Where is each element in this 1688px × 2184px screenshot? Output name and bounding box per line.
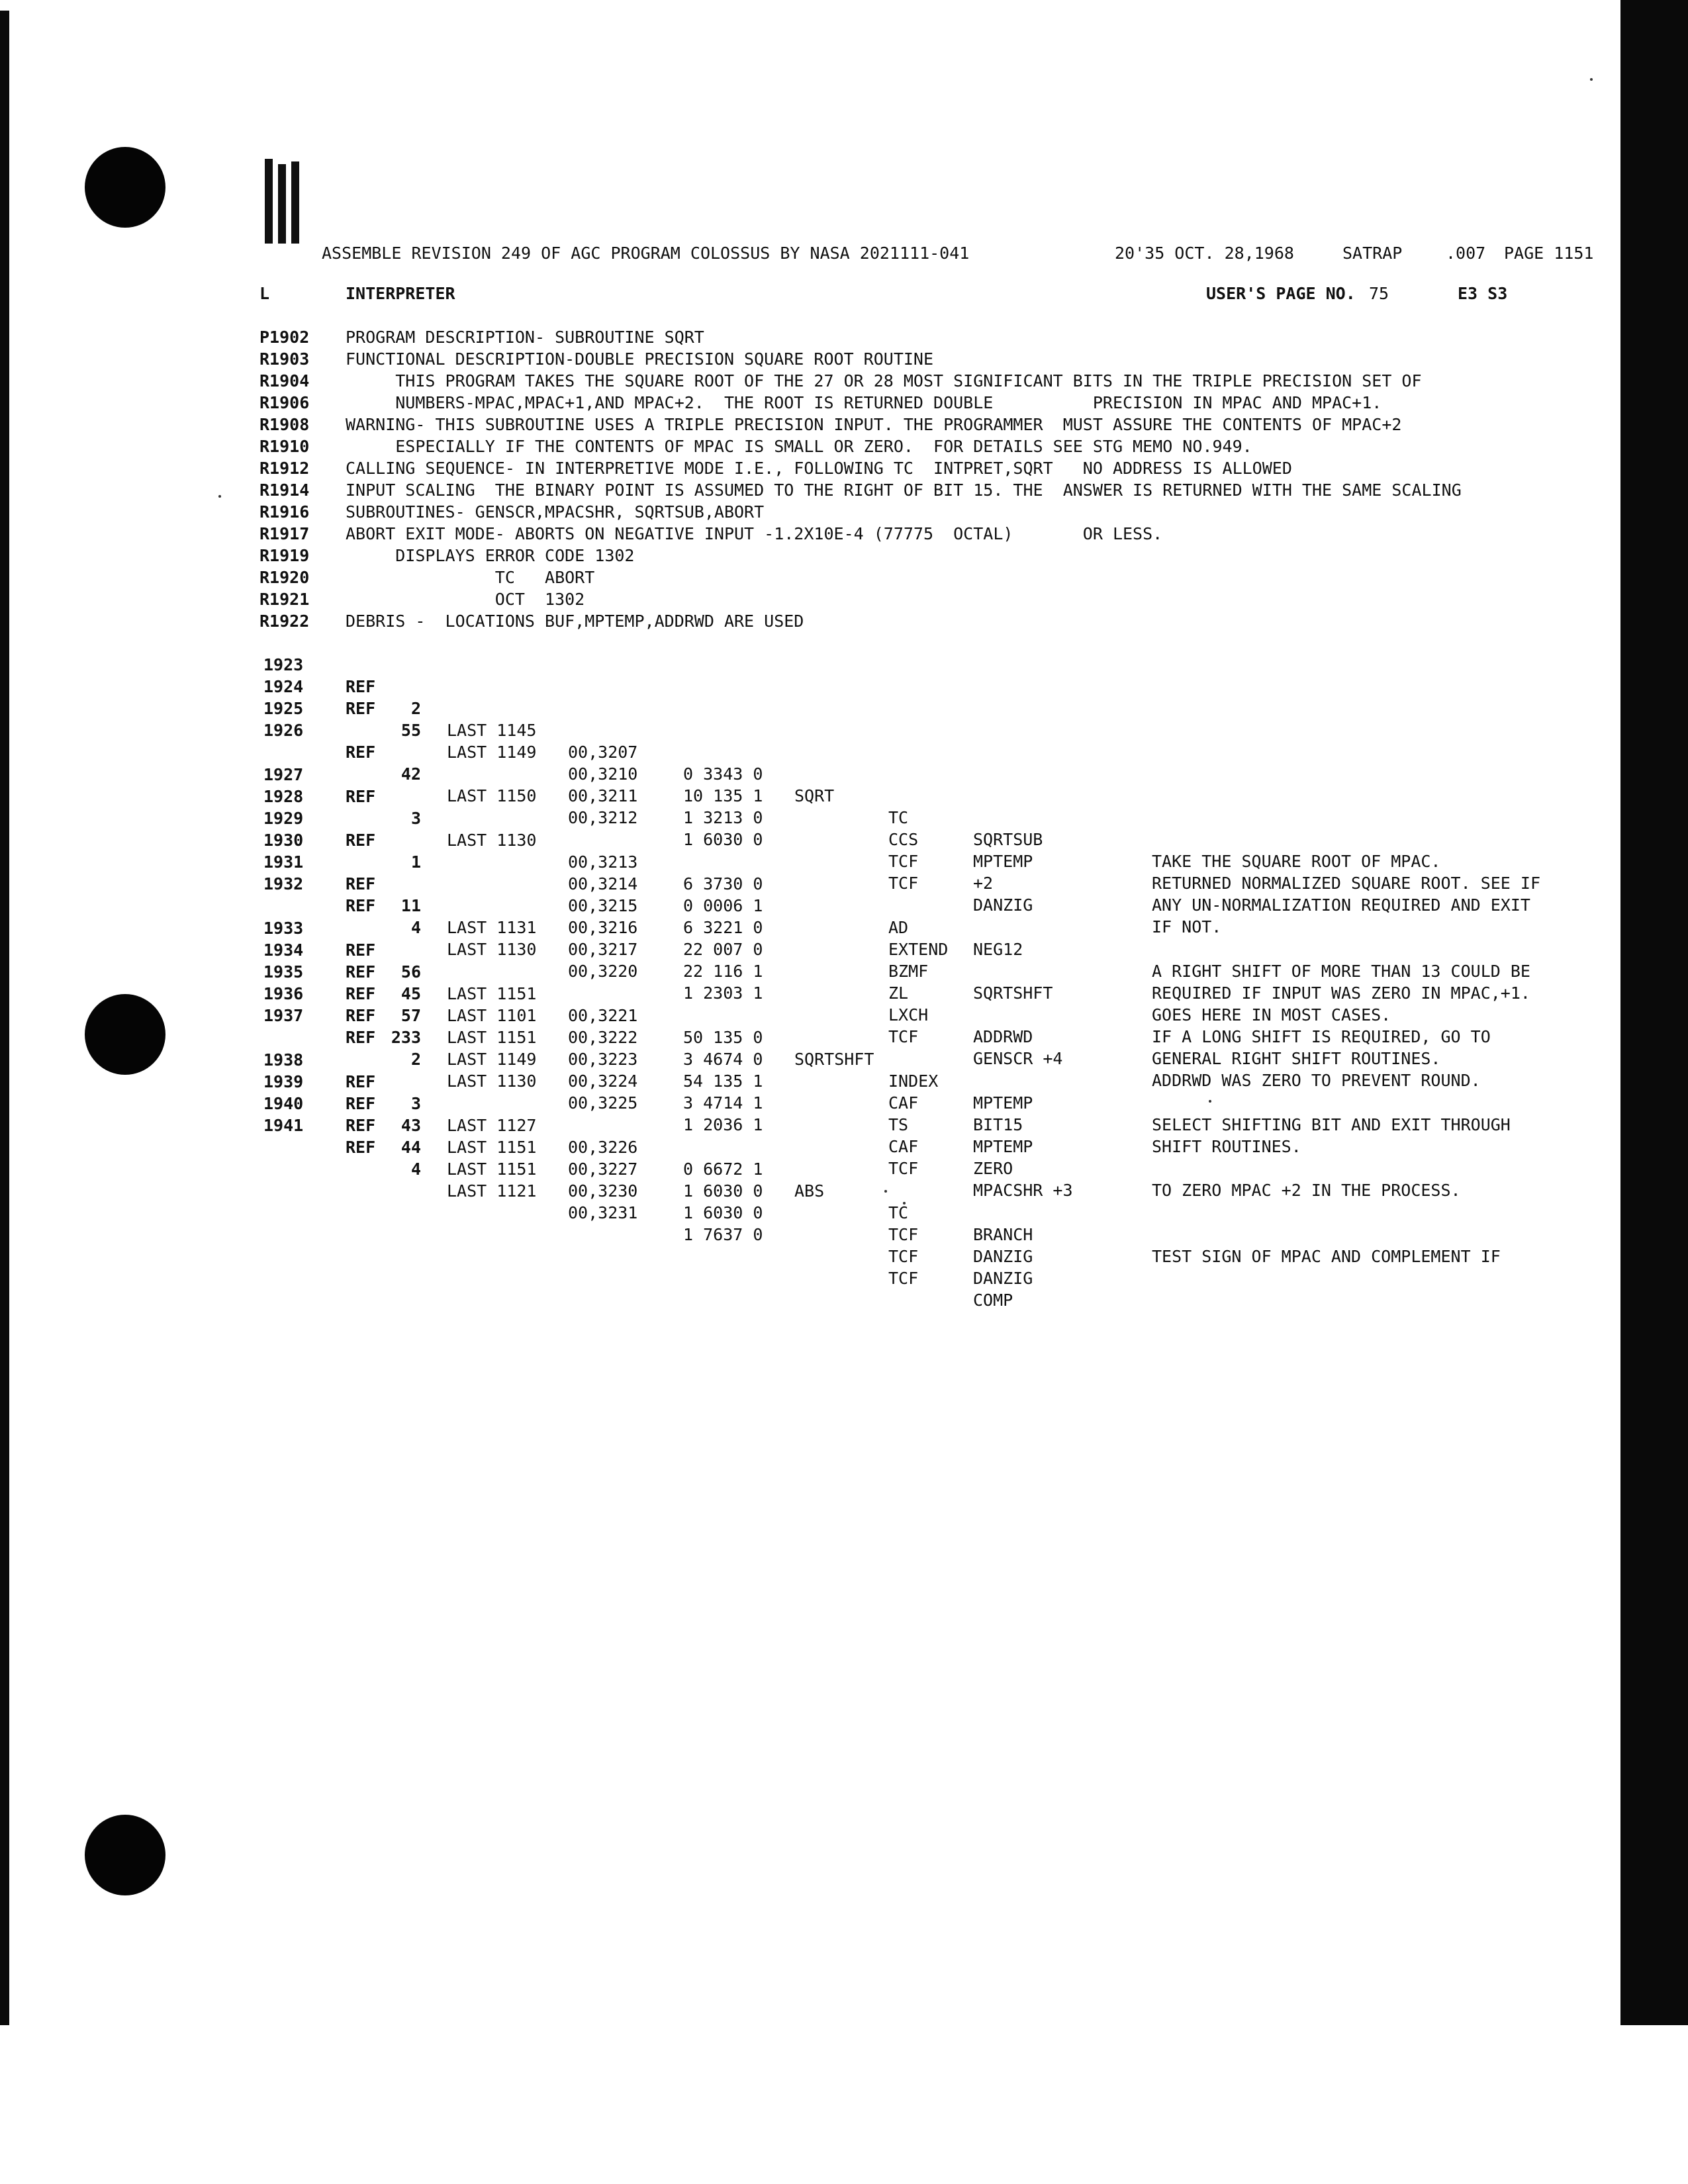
address: 00,3216 bbox=[568, 918, 638, 937]
octal-word: 6 3730 0 bbox=[683, 874, 763, 893]
octal-word: 0 6672 1 bbox=[683, 1160, 763, 1179]
last-ref: LAST 1130 bbox=[447, 1071, 537, 1091]
punch-hole-middle bbox=[85, 994, 165, 1075]
opcode: EXTEND bbox=[888, 940, 949, 959]
remark-text: DEBRIS - LOCATIONS BUF,MPTEMP,ADDRWD ARE USED bbox=[346, 612, 804, 631]
operand: MPTEMP bbox=[973, 852, 1033, 871]
remark-line bbox=[259, 610, 1610, 632]
comment: REQUIRED IF INPUT WAS ZERO IN MPAC,+1. bbox=[1152, 983, 1530, 1003]
assembly-timestamp: 20'35 OCT. 28,1968 bbox=[1115, 244, 1294, 263]
scan-speck bbox=[218, 495, 221, 498]
remark-seq: R1917 bbox=[259, 524, 310, 543]
opcode: TCF bbox=[888, 1225, 919, 1244]
comment: TEST SIGN OF MPAC AND COMPLEMENT IF bbox=[1152, 1247, 1501, 1266]
last-ref: LAST 1127 bbox=[447, 1116, 537, 1135]
ref-marker: REF bbox=[346, 743, 376, 762]
operand: ADDRWD bbox=[973, 1027, 1033, 1046]
octal-word: 22 007 0 bbox=[683, 940, 763, 959]
line-seq: 1932 bbox=[263, 874, 304, 893]
address: 00,3215 bbox=[568, 896, 638, 915]
address: 00,3217 bbox=[568, 940, 638, 959]
ref-count: 11 bbox=[400, 896, 421, 915]
symbol-label: ABS bbox=[794, 1181, 825, 1201]
remark-seq: R1912 bbox=[259, 459, 310, 478]
scan-speck bbox=[1590, 78, 1593, 81]
remark-line bbox=[259, 326, 1610, 348]
last-ref: LAST 1121 bbox=[447, 1181, 537, 1201]
operand: MPACSHR +3 bbox=[973, 1181, 1073, 1200]
comment: ANY UN-NORMALIZATION REQUIRED AND EXIT bbox=[1152, 895, 1530, 915]
octal-word: 1 6030 0 bbox=[683, 830, 763, 849]
opcode: TS bbox=[888, 1115, 909, 1134]
remark-text: CALLING SEQUENCE- IN INTERPRETIVE MODE I.E., FOLLOWING TC INTPRET,SQRT NO ADDRESS IS ALLOWED bbox=[346, 459, 1292, 478]
remark-text: OCT 1302 bbox=[346, 590, 585, 609]
remark-line bbox=[259, 348, 1610, 370]
listing-page bbox=[259, 242, 1610, 1356]
ref-marker: REF bbox=[346, 1006, 376, 1025]
remark-seq: R1908 bbox=[259, 415, 310, 434]
assembly-header bbox=[259, 242, 1610, 269]
ref-marker: REF bbox=[346, 1094, 376, 1113]
opcode: TCF bbox=[888, 1027, 919, 1046]
remark-line bbox=[259, 567, 1610, 588]
registration-mark bbox=[265, 159, 273, 244]
remark-text: WARNING- THIS SUBROUTINE USES A TRIPLE PRECISION INPUT. THE PROGRAMMER MUST ASSURE THE CONTENTS OF MPAC+2 bbox=[346, 415, 1402, 434]
assembly-title: ASSEMBLE REVISION 249 OF AGC PROGRAM COLOSSUS BY NASA 2021111-041 bbox=[322, 244, 970, 263]
line-seq: 1923 bbox=[263, 655, 304, 674]
last-ref: LAST 1149 bbox=[447, 1050, 537, 1069]
ref-marker: REF bbox=[346, 1138, 376, 1157]
octal-word: 10 135 1 bbox=[683, 786, 763, 805]
remark-line bbox=[259, 392, 1610, 414]
ref-count: 56 bbox=[400, 962, 421, 981]
operand: COMP bbox=[973, 1291, 1013, 1310]
remark-seq: R1910 bbox=[259, 437, 310, 456]
opcode: LXCH bbox=[888, 1005, 929, 1024]
ref-count: 3 bbox=[410, 809, 421, 828]
ref-marker: REF bbox=[346, 787, 376, 806]
last-ref: LAST 1151 bbox=[447, 1160, 537, 1179]
registration-mark bbox=[291, 161, 299, 244]
remark-line bbox=[259, 435, 1610, 457]
remark-text: TC ABORT bbox=[346, 568, 595, 587]
octal-word: 1 2036 1 bbox=[683, 1115, 763, 1134]
comment: A RIGHT SHIFT OF MORE THAN 13 COULD BE bbox=[1152, 962, 1530, 981]
comment: IF NOT. bbox=[1152, 917, 1222, 936]
ref-marker: REF bbox=[346, 1028, 376, 1047]
line-seq: 1936 bbox=[263, 984, 304, 1003]
comment: SELECT SHIFTING BIT AND EXIT THROUGH bbox=[1152, 1115, 1511, 1134]
comment: RETURNED NORMALIZED SQUARE ROOT. SEE IF bbox=[1152, 874, 1540, 893]
address: 00,3212 bbox=[568, 808, 638, 827]
line-seq: 1938 bbox=[263, 1050, 304, 1069]
operand: MPTEMP bbox=[973, 1137, 1033, 1156]
ref-count: 57 bbox=[400, 1006, 421, 1025]
operand: DANZIG bbox=[973, 1269, 1033, 1288]
remark-text: FUNCTIONAL DESCRIPTION-DOUBLE PRECISION SQUARE ROOT ROUTINE bbox=[346, 349, 934, 369]
octal-word: 22 116 1 bbox=[683, 962, 763, 981]
operand: GENSCR +4 bbox=[973, 1049, 1063, 1068]
remark-seq: R1919 bbox=[259, 546, 310, 565]
comment: SHIFT ROUTINES. bbox=[1152, 1137, 1301, 1156]
ref-marker: REF bbox=[346, 896, 376, 915]
ref-marker: REF bbox=[346, 1072, 376, 1091]
remark-seq: R1922 bbox=[259, 612, 310, 631]
opcode: TCF bbox=[888, 1247, 919, 1266]
comment: ADDRWD WAS ZERO TO PREVENT ROUND. bbox=[1152, 1071, 1481, 1090]
remark-line bbox=[259, 588, 1610, 610]
address: 00,3210 bbox=[568, 764, 638, 784]
operand: +2 bbox=[973, 874, 994, 893]
line-seq: 1926 bbox=[263, 721, 304, 740]
last-ref: LAST 1130 bbox=[447, 940, 537, 959]
opcode: AD bbox=[888, 918, 909, 937]
remark-line bbox=[259, 523, 1610, 545]
last-ref: LAST 1145 bbox=[447, 721, 537, 740]
address: 00,3213 bbox=[568, 852, 638, 872]
ref-marker: REF bbox=[346, 1116, 376, 1135]
operand: DANZIG bbox=[973, 1247, 1033, 1266]
scan-border-right bbox=[1620, 0, 1688, 2025]
address: 00,3220 bbox=[568, 962, 638, 981]
operand: DANZIG bbox=[973, 895, 1033, 915]
remark-text: SUBROUTINES- GENSCR,MPACSHR, SQRTSUB,ABORT bbox=[346, 502, 765, 522]
octal-word: 1 7637 0 bbox=[683, 1225, 763, 1244]
remark-line bbox=[259, 414, 1610, 435]
ref-count: 55 bbox=[400, 721, 421, 740]
opcode: CAF bbox=[888, 1093, 919, 1113]
octal-word: 6 3221 0 bbox=[683, 918, 763, 937]
remark-seq: R1921 bbox=[259, 590, 310, 609]
octal-word: 54 135 1 bbox=[683, 1071, 763, 1091]
operand: BIT15 bbox=[973, 1115, 1023, 1134]
opcode: INDEX bbox=[888, 1071, 939, 1091]
remark-seq: R1914 bbox=[259, 480, 310, 500]
last-ref: LAST 1151 bbox=[447, 984, 537, 1003]
octal-word: 3 4714 1 bbox=[683, 1093, 763, 1113]
last-ref: LAST 1150 bbox=[447, 786, 537, 805]
last-ref: LAST 1101 bbox=[447, 1006, 537, 1025]
address: 00,3230 bbox=[568, 1181, 638, 1201]
remark-text: DISPLAYS ERROR CODE 1302 bbox=[346, 546, 635, 565]
registration-mark bbox=[278, 164, 286, 244]
section-codes: E3 S3 bbox=[1458, 284, 1508, 303]
octal-word: 1 6030 0 bbox=[683, 1181, 763, 1201]
ref-marker: REF bbox=[346, 940, 376, 960]
address: 00,3231 bbox=[568, 1203, 638, 1222]
opcode: TCF bbox=[888, 1269, 919, 1288]
address: 00,3207 bbox=[568, 743, 638, 762]
ref-marker: REF bbox=[346, 831, 376, 850]
line-seq: 1930 bbox=[263, 831, 304, 850]
page-number: PAGE 1151 bbox=[1504, 244, 1594, 263]
user-page-label: USER'S PAGE NO. bbox=[1206, 284, 1356, 303]
ref-marker: REF bbox=[346, 874, 376, 893]
octal-word: 0 0006 1 bbox=[683, 896, 763, 915]
operand: MPTEMP bbox=[973, 1093, 1033, 1113]
line-seq: 1934 bbox=[263, 940, 304, 960]
section-header bbox=[259, 283, 1610, 309]
ref-marker: REF bbox=[346, 984, 376, 1003]
remark-line bbox=[259, 545, 1610, 567]
last-ref: LAST 1131 bbox=[447, 918, 537, 937]
line-seq: 1939 bbox=[263, 1072, 304, 1091]
remark-text: ABORT EXIT MODE- ABORTS ON NEGATIVE INPUT -1.2X10E-4 (77775 OCTAL) OR LESS. bbox=[346, 524, 1163, 543]
operand: NEG12 bbox=[973, 940, 1023, 959]
remark-text: THIS PROGRAM TAKES THE SQUARE ROOT OF THE 27 OR 28 MOST SIGNIFICANT BITS IN THE TRIPLE PRECISION SET OF bbox=[346, 371, 1422, 390]
assembly-user: SATRAP bbox=[1342, 244, 1403, 263]
remark-text: PROGRAM DESCRIPTION- SUBROUTINE SQRT bbox=[346, 328, 704, 347]
opcode: TCF bbox=[888, 874, 919, 893]
section-prefix: L bbox=[259, 284, 270, 303]
remark-seq: R1920 bbox=[259, 568, 310, 587]
address: 00,3211 bbox=[568, 786, 638, 805]
address: 00,3223 bbox=[568, 1050, 638, 1069]
ref-count: 3 bbox=[410, 1094, 421, 1113]
remark-seq: R1906 bbox=[259, 393, 310, 412]
ref-count: 233 bbox=[391, 1028, 421, 1047]
line-seq: 1935 bbox=[263, 962, 304, 981]
opcode: TCF bbox=[888, 1159, 919, 1178]
ref-count: 4 bbox=[410, 918, 421, 937]
address: 00,3214 bbox=[568, 874, 638, 893]
last-ref: LAST 1151 bbox=[447, 1028, 537, 1047]
octal-word: 1 2303 1 bbox=[683, 983, 763, 1003]
opcode: TC bbox=[888, 808, 909, 827]
remark-line bbox=[259, 457, 1610, 479]
ref-marker: REF bbox=[346, 677, 376, 696]
octal-word: 1 3213 0 bbox=[683, 808, 763, 827]
ref-count: 44 bbox=[400, 1138, 421, 1157]
assembly-version: .007 bbox=[1446, 244, 1486, 263]
line-seq: 1927 bbox=[263, 765, 304, 784]
ref-count: 4 bbox=[410, 1160, 421, 1179]
octal-word: 0 3343 0 bbox=[683, 764, 763, 784]
ref-count: 45 bbox=[400, 984, 421, 1003]
address: 00,3226 bbox=[568, 1138, 638, 1157]
remark-text: NUMBERS-MPAC,MPAC+1,AND MPAC+2. THE ROOT IS RETURNED DOUBLE PRECISION IN MPAC AND MPAC+1. bbox=[346, 393, 1382, 412]
octal-word: 3 4674 0 bbox=[683, 1050, 763, 1069]
remark-line bbox=[259, 370, 1610, 392]
remark-seq: R1903 bbox=[259, 349, 310, 369]
opcode: ZL bbox=[888, 983, 909, 1003]
operand: ZERO bbox=[973, 1159, 1013, 1178]
comment: IF A LONG SHIFT IS REQUIRED, GO TO bbox=[1152, 1027, 1491, 1046]
remark-seq: R1904 bbox=[259, 371, 310, 390]
opcode: BZMF bbox=[888, 962, 929, 981]
ref-count: 1 bbox=[410, 852, 421, 872]
address: 00,3224 bbox=[568, 1071, 638, 1091]
opcode: CCS bbox=[888, 830, 919, 849]
ref-count: 2 bbox=[410, 1050, 421, 1069]
address: 00,3221 bbox=[568, 1006, 638, 1025]
line-seq: 1925 bbox=[263, 699, 304, 718]
comment: TAKE THE SQUARE ROOT OF MPAC. bbox=[1152, 852, 1441, 871]
opcode: CAF bbox=[888, 1137, 919, 1156]
ref-count: 43 bbox=[400, 1116, 421, 1135]
symbol-label: SQRTSHFT bbox=[794, 1050, 874, 1069]
address: 00,3222 bbox=[568, 1028, 638, 1047]
last-ref: LAST 1151 bbox=[447, 1138, 537, 1157]
remark-seq: R1916 bbox=[259, 502, 310, 522]
symbol-label: SQRT bbox=[794, 786, 835, 805]
comment: GENERAL RIGHT SHIFT ROUTINES. bbox=[1152, 1049, 1441, 1068]
opcode: TC bbox=[888, 1203, 909, 1222]
operand: BRANCH bbox=[973, 1225, 1033, 1244]
last-ref: LAST 1130 bbox=[447, 831, 537, 850]
remark-seq: P1902 bbox=[259, 328, 310, 347]
address: 00,3227 bbox=[568, 1160, 638, 1179]
user-page-number: 75 bbox=[1369, 284, 1389, 303]
operand: SQRTSHFT bbox=[973, 983, 1053, 1003]
last-ref: LAST 1149 bbox=[447, 743, 537, 762]
ref-count: 2 bbox=[410, 699, 421, 718]
line-seq: 1940 bbox=[263, 1094, 304, 1113]
octal-word: 50 135 0 bbox=[683, 1028, 763, 1047]
comment: TO ZERO MPAC +2 IN THE PROCESS. bbox=[1152, 1181, 1461, 1200]
line-seq: 1929 bbox=[263, 809, 304, 828]
scan-border-left bbox=[0, 11, 9, 2025]
line-seq: 1928 bbox=[263, 787, 304, 806]
line-seq: 1933 bbox=[263, 919, 304, 938]
address: 00,3225 bbox=[568, 1093, 638, 1113]
line-seq: 1941 bbox=[263, 1116, 304, 1135]
ref-count: 42 bbox=[400, 764, 421, 784]
comment: GOES HERE IN MOST CASES. bbox=[1152, 1005, 1391, 1024]
line-seq: 1937 bbox=[263, 1006, 304, 1025]
remark-text: INPUT SCALING THE BINARY POINT IS ASSUMED TO THE RIGHT OF BIT 15. THE ANSWER IS RETURNED WITH THE SAME SCALING bbox=[346, 480, 1462, 500]
ref-marker: REF bbox=[346, 962, 376, 981]
line-seq: 1924 bbox=[263, 677, 304, 696]
remark-text: ESPECIALLY IF THE CONTENTS OF MPAC IS SMALL OR ZERO. FOR DETAILS SEE STG MEMO NO.949. bbox=[346, 437, 1252, 456]
punch-hole-bottom bbox=[85, 1815, 165, 1895]
line-seq: 1931 bbox=[263, 852, 304, 872]
remark-line bbox=[259, 501, 1610, 523]
operand: SQRTSUB bbox=[973, 830, 1043, 849]
section-name: INTERPRETER bbox=[346, 284, 455, 303]
punch-hole-top bbox=[85, 147, 165, 228]
octal-word: 1 6030 0 bbox=[683, 1203, 763, 1222]
opcode: TCF bbox=[888, 852, 919, 871]
ref-marker: REF bbox=[346, 699, 376, 718]
remark-line bbox=[259, 479, 1610, 501]
